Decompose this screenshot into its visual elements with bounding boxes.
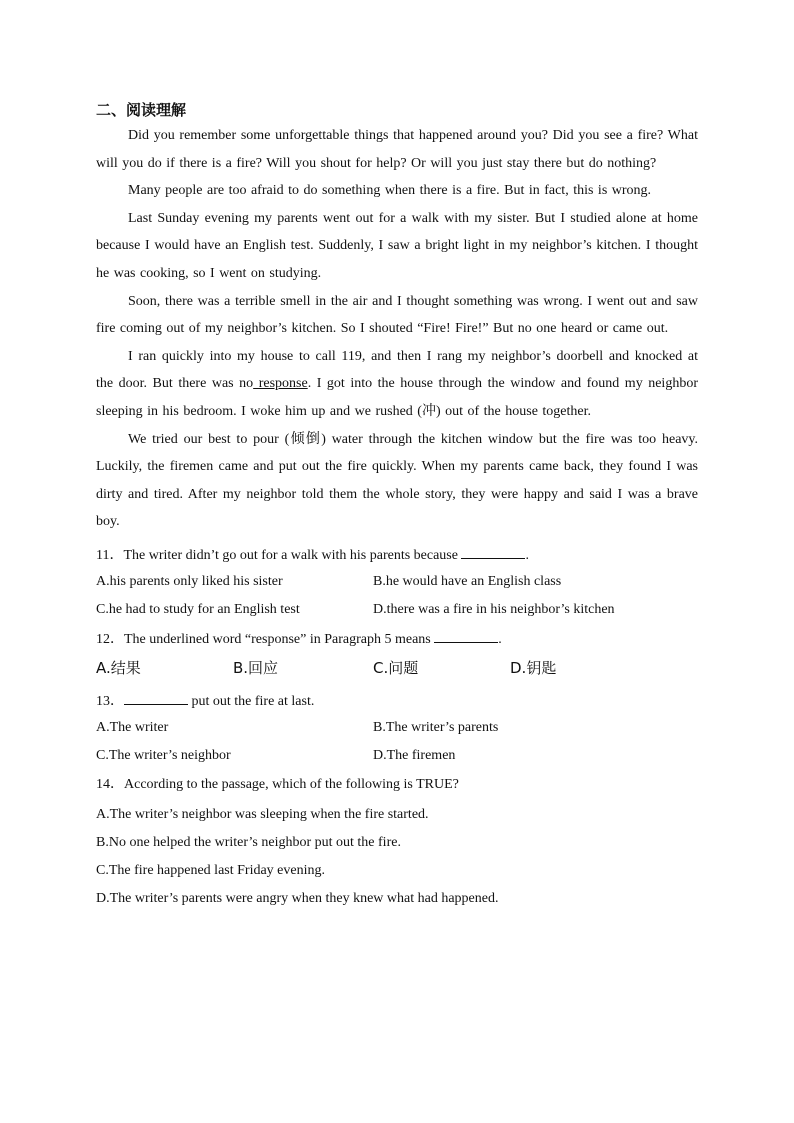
paragraph-5-text-before: I ran quickly into my house to call 119, and then I rang my neighbor’s doorbell and knocked at the door. But there was no bbox=[96, 348, 698, 392]
passage-paragraph-6: We tried our best to pour (倾倒) water through the kitchen window but the fire was too heavy. Luckily, the firemen came and put out the fire quickly. When my parents came back, they found I was dirty and tired. After my neighbor told them the whole story, they were happy and said I was a brave boy. bbox=[96, 431, 698, 530]
option-c[interactable]: C.问题 bbox=[373, 658, 419, 677]
option-c[interactable]: C.The fire happened last Friday evening. bbox=[96, 862, 325, 878]
option-d[interactable]: D.there was a fire in his neighbor’s kitchen bbox=[373, 601, 615, 617]
question-11-stem: 11．The writer didn’t go out for a walk with his parents because . bbox=[96, 544, 698, 564]
option-b[interactable]: B.he would have an English class bbox=[373, 573, 562, 589]
option-c[interactable]: C.The writer’s neighbor bbox=[96, 747, 231, 763]
option-a[interactable]: A.结果 bbox=[96, 658, 141, 677]
underlined-word-response: response bbox=[253, 376, 308, 392]
question-12-options bbox=[96, 658, 698, 678]
passage-paragraph-4: Soon, there was a terrible smell in the air and I thought something was wrong. I went out and saw fire coming out of my neighbor’s kitchen. So I shouted “Fire! Fire!” But no one heard or came out. bbox=[96, 293, 698, 337]
answer-blank[interactable] bbox=[124, 690, 188, 705]
passage-paragraph-2: Many people are too afraid to do something when there is a fire. But in fact, this is wrong. bbox=[128, 183, 652, 199]
question-13-stem: 13． put out the fire at last. bbox=[96, 690, 698, 710]
paragraph-5-text-after: . I got into the house through the window and found my neighbor sleeping in his bedroom. I woke him up and we rushed (冲) out of the house together. bbox=[96, 376, 698, 419]
option-c[interactable]: C.he had to study for an English test bbox=[96, 601, 300, 617]
passage-paragraph-3: Last Sunday evening my parents went out for a walk with my sister. But I studied alone at home because I would have an English test. Suddenly, I saw a bright light in my neighbor’s kitchen. I thought he was cooking, so I went on studying. bbox=[96, 210, 698, 281]
question-14 bbox=[96, 775, 698, 909]
reading-passage bbox=[96, 122, 698, 536]
reading-comprehension-page bbox=[96, 100, 698, 909]
option-b[interactable]: B.回应 bbox=[233, 658, 279, 677]
option-d[interactable]: D.钥匙 bbox=[510, 658, 557, 677]
question-12 bbox=[96, 628, 698, 678]
option-b[interactable]: B.No one helped the writer’s neighbor put out the fire. bbox=[96, 834, 401, 850]
question-11 bbox=[96, 544, 698, 620]
passage-paragraph-5 bbox=[96, 343, 698, 426]
option-b[interactable]: B.The writer’s parents bbox=[373, 719, 499, 735]
option-a[interactable]: A.The writer bbox=[96, 719, 169, 735]
option-d[interactable]: D.The writer’s parents were angry when they knew what had happened. bbox=[96, 890, 499, 906]
question-13 bbox=[96, 690, 698, 766]
option-a[interactable]: A.The writer’s neighbor was sleeping when the fire started. bbox=[96, 806, 429, 822]
question-14-stem: 14．According to the passage, which of the following is TRUE? bbox=[96, 776, 459, 792]
section-title: 二、阅读理解 bbox=[96, 101, 187, 119]
answer-blank[interactable] bbox=[461, 544, 525, 559]
question-11-options bbox=[96, 572, 698, 620]
question-13-options bbox=[96, 718, 698, 766]
option-a[interactable]: A.his parents only liked his sister bbox=[96, 573, 283, 589]
question-14-options bbox=[96, 805, 698, 909]
answer-blank[interactable] bbox=[434, 628, 498, 643]
question-12-stem: 12．The underlined word “response” in Paragraph 5 means . bbox=[96, 628, 698, 648]
option-d[interactable]: D.The firemen bbox=[373, 747, 456, 763]
passage-paragraph-1: Did you remember some unforgettable things that happened around you? Did you see a fire? What will you do if there is a fire? Will you shout for help? Or will you just stay there but do nothing? bbox=[96, 128, 698, 171]
